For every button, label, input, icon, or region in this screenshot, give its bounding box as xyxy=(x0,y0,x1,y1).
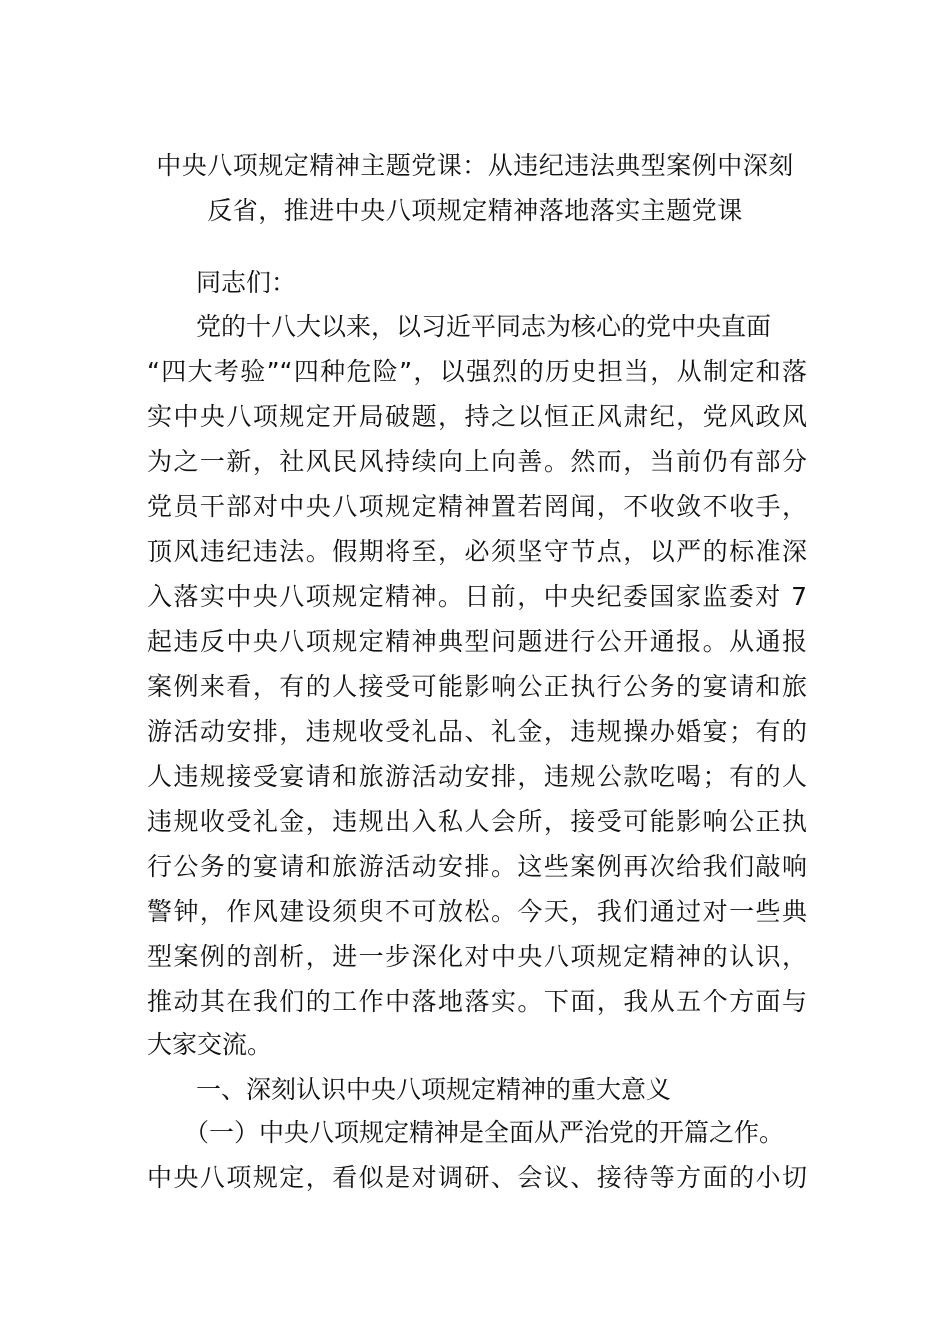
paragraph-line: “四大考验”“四种危险”，以强烈的历史担当，从制定和落 xyxy=(147,357,807,386)
paragraph-line: 大家交流。 xyxy=(147,1030,273,1059)
paragraph-line: 入落实中央八项规定精神。日前，中央纪委国家监委对 7 xyxy=(147,582,807,611)
section-heading: 一、深刻认识中央八项规定精神的重大意义 xyxy=(196,1075,672,1104)
paragraph-line: 游活动安排，违规收受礼品、礼金，违规操办婚宴；有的 xyxy=(147,717,807,746)
paragraph-line: 为之一新，社风民风持续向上向善。然而，当前仍有部分 xyxy=(147,447,807,476)
paragraph-line: 党的十八大以来，以习近平同志为核心的党中央直面 xyxy=(196,312,772,341)
paragraph-line: 人违规接受宴请和旅游活动安排，违规公款吃喝；有的人 xyxy=(147,762,807,791)
paragraph-line: 顶风违纪违法。假期将至，必须坚守节点，以严的标准深 xyxy=(147,537,807,566)
paragraph-line: 中央八项规定，看似是对调研、会议、接待等方面的小切 xyxy=(147,1163,807,1192)
subsection-heading: （一）中央八项规定精神是全面从严治党的开篇之作。 xyxy=(184,1118,785,1147)
document-title-line-2: 反省，推进中央八项规定精神落地落实主题党课 xyxy=(207,196,743,225)
paragraph-line: 行公务的宴请和旅游活动安排。这些案例再次给我们敲响 xyxy=(147,852,807,881)
document-title-line-1: 中央八项规定精神主题党课：从违纪违法典型案例中深刻 xyxy=(156,151,794,180)
paragraph-line: 党员干部对中央八项规定精神置若罔闻，不收敛不收手， xyxy=(147,492,807,521)
paragraph-line: 违规收受礼金，违规出入私人会所，接受可能影响公正执 xyxy=(147,807,807,836)
paragraph-line: 起违反中央八项规定精神典型问题进行公开通报。从通报 xyxy=(147,627,807,656)
paragraph-line: 实中央八项规定开局破题，持之以恒正风肃纪，党风政风 xyxy=(147,402,807,431)
paragraph-line: 案例来看，有的人接受可能影响公正执行公务的宴请和旅 xyxy=(147,672,807,701)
paragraph-line: 警钟，作风建设须臾不可放松。今天，我们通过对一些典 xyxy=(147,897,807,926)
salutation: 同志们： xyxy=(196,268,297,297)
paragraph-line: 推动其在我们的工作中落地落实。下面，我从五个方面与 xyxy=(147,987,807,1016)
paragraph-line: 型案例的剖析，进一步深化对中央八项规定精神的认识， xyxy=(147,942,807,971)
